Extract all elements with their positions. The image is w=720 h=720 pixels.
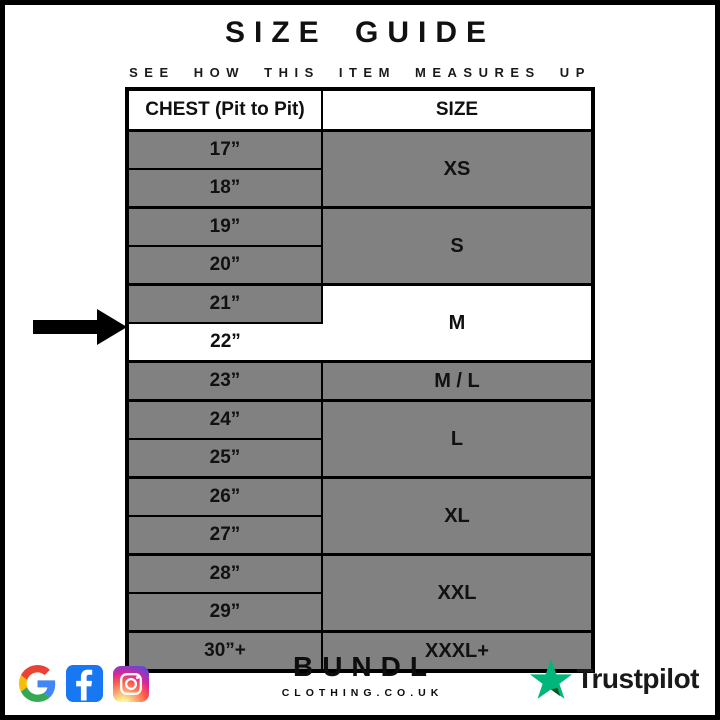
chest-cell-20: 20”: [127, 246, 322, 285]
brand-domain: CLOTHING.CO.UK: [281, 687, 444, 699]
size-cell-xs: XS: [322, 131, 593, 208]
chest-cell-26: 26”: [127, 478, 322, 517]
size-cell-xxxl-plus: XXXL+: [322, 632, 593, 672]
chest-cell-24: 24”: [127, 401, 322, 440]
table-row: [127, 478, 593, 517]
size-cell-s: S: [322, 208, 593, 285]
brand-logo: [281, 651, 444, 699]
table-row: [127, 362, 593, 401]
size-cell-xl: XL: [322, 478, 593, 555]
chest-cell-21: 21”: [127, 285, 322, 324]
table-row: [127, 208, 593, 247]
chest-cell-25: 25”: [127, 439, 322, 478]
chest-cell-28: 28”: [127, 555, 322, 594]
row-indicator-arrow-icon: [33, 308, 127, 346]
chest-cell-18: 18”: [127, 169, 322, 208]
page-title: SIZE GUIDE: [224, 16, 496, 49]
google-icon: [19, 665, 56, 702]
size-cell-l: L: [322, 401, 593, 478]
chest-cell-30plus: 30”+: [127, 632, 322, 672]
size-cell-m-highlighted: M: [322, 285, 593, 362]
table-row: [127, 285, 593, 324]
facebook-icon: [66, 665, 103, 702]
size-cell-m-l: M / L: [322, 362, 593, 401]
table-row: [127, 555, 593, 594]
chest-cell-27: 27”: [127, 516, 322, 555]
table-header-row: [127, 89, 593, 131]
brand-name: BUNDL: [292, 651, 436, 682]
chest-cell-23: 23”: [127, 362, 322, 401]
table-row: [127, 401, 593, 440]
instagram-icon: [113, 666, 149, 702]
trustpilot-label: Trustpilot: [576, 663, 699, 694]
size-cell-xxl: XXL: [322, 555, 593, 632]
chest-cell-17: 17”: [127, 131, 322, 170]
trustpilot-logo: [530, 659, 699, 699]
chest-cell-19: 19”: [127, 208, 322, 247]
size-table: [125, 87, 595, 673]
social-icons: [19, 665, 149, 702]
column-header-size: SIZE: [322, 89, 593, 131]
page-subtitle: SEE HOW THIS ITEM MEASURES UP: [129, 65, 591, 80]
chest-cell-29: 29”: [127, 593, 322, 632]
chest-cell-22-highlighted: 22”: [127, 323, 322, 362]
column-header-chest: CHEST (Pit to Pit): [127, 89, 322, 131]
trustpilot-star-icon: [530, 659, 572, 699]
table-row: [127, 131, 593, 170]
